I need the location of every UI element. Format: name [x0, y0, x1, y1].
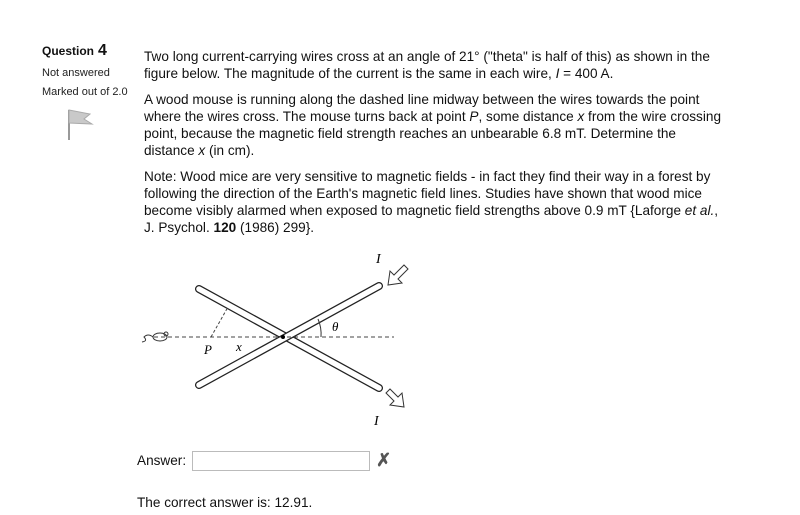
label-I-bottom: I	[374, 414, 379, 429]
label-I-top: I	[376, 252, 381, 267]
answer-row	[137, 450, 391, 471]
answer-label: Answer:	[137, 453, 187, 468]
crossing-point	[281, 335, 285, 339]
question-marks: Marked out of 2.0	[42, 86, 128, 98]
question-label: Question	[42, 44, 95, 58]
label-x: x	[236, 339, 242, 354]
paragraph-mouse: A wood mouse is running along the dashed line midway between the wires towards the point where the wires cross. The mouse turns back at point P, some distance x from the wire crossing point, because the magnetic field strength reaches an unbearable 6.8 mT. Determine the distance x (in cm).	[144, 92, 721, 158]
label-theta: θ	[332, 319, 339, 334]
answer-input[interactable]	[192, 451, 370, 471]
current-arrow-top-icon	[388, 265, 408, 285]
flag-icon[interactable]	[62, 106, 142, 147]
incorrect-icon: ✗	[376, 450, 392, 470]
question-heading	[42, 42, 142, 60]
correct-answer-text: The correct answer is: 12.91.	[137, 495, 313, 510]
question-status: Not answered	[42, 67, 110, 79]
label-P: P	[204, 342, 212, 357]
paragraph-note: Note: Wood mice are very sensitive to magnetic fields - in fact they find their way in a forest by following the direction of the Earth's magnetic field lines. Studies have shown that wood mice become visibly alarmed when exposed to magnetic field strengths above 0.9 mT {Laforge et al., J. Psychol. 120 (1986) 299}.	[144, 169, 719, 235]
question-number: 4	[98, 42, 107, 59]
wire-diagram	[136, 245, 426, 435]
paragraph-intro: Two long current-carrying wires cross at an angle of 21° ("theta" is half of this) as shown in the figure below. The magnitude of the current is the same in each wire, I = 400 A.	[144, 49, 710, 81]
current-arrow-bottom-icon	[386, 389, 404, 407]
perpendicular-dashed	[211, 307, 228, 337]
question-text	[144, 48, 729, 245]
question-info	[42, 42, 142, 147]
